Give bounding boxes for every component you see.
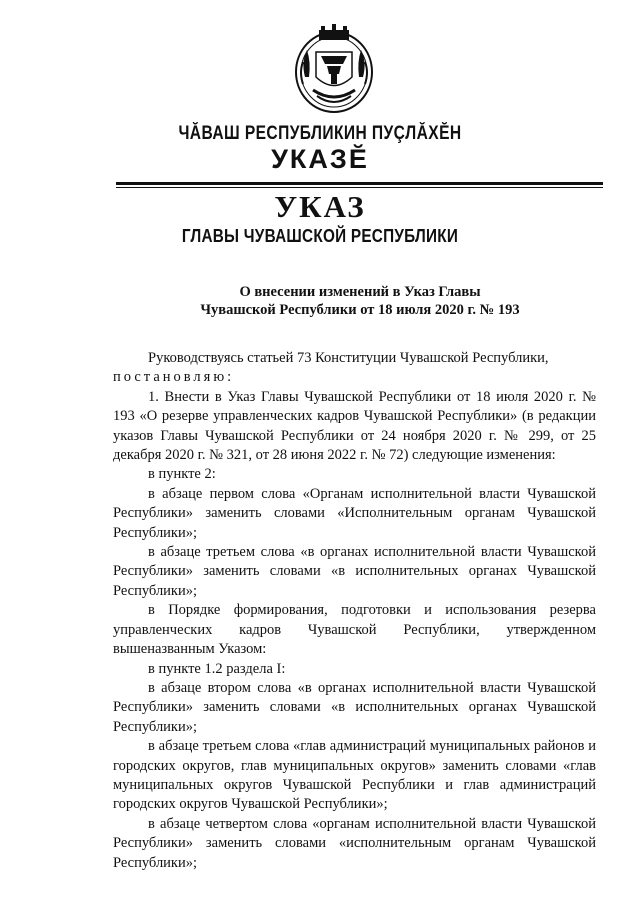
paragraph-preamble: Руководствуясь статьей 73 Конституции Чувашской Республики, (148, 350, 549, 366)
document-body (113, 349, 596, 873)
paragraph-6: в пункте 1.2 раздела I: (148, 660, 286, 677)
header-divider-thin (116, 187, 603, 188)
paragraph-5: в Порядке формирования, подготовки и использования резерва управленческих кадров Чувашской Республики, утвержденном вышеназванным Указом: (113, 602, 596, 658)
coat-of-arms-icon (291, 22, 377, 114)
paragraph-1: 1. Внести в Указ Главы Чувашской Республики от 18 июля 2020 г. № 193 «О резерве управленческих кадров Чувашской Республики» (в редакции указов Главы Чувашской Республики от 24 ноября 2020 г. № 299, от 25 декабря 2020 г. № 321, от 28 июня 2022 г. № 72) следующие изменения: (113, 388, 596, 464)
paragraph-2: в пункте 2: (148, 466, 216, 483)
document-title-line-2: Чувашской Республики от 18 июля 2020 г. № 193 (200, 302, 520, 318)
paragraph-7: в абзаце втором слова «в органах исполнительной власти Чувашской Республики» заменить словами «в исполнительных органах Чувашской Республики»; (113, 679, 596, 735)
chuvash-decree-heading: УКАЗĔ (271, 144, 369, 174)
paragraph-9: в абзаце четвертом слова «органам исполнительной власти Чувашской Республики» заменить словами «исполнительным органам Чувашской Республики»; (113, 815, 596, 871)
document-title (120, 283, 600, 319)
russian-decree-heading: УКАЗ (274, 189, 366, 224)
chuvash-republic-heading: ЧĂВАШ РЕСПУБЛИКИН ПУÇЛĂХĔН (178, 123, 462, 144)
paragraph-3: в абзаце первом слова «Органам исполнительной власти Чувашской Республики» заменить словами «Исполнительным органам Чувашской Республики»; (113, 485, 596, 541)
russian-head-heading: ГЛАВЫ ЧУВАШСКОЙ РЕСПУБЛИКИ (181, 226, 459, 246)
document-title-line-1: О внесении изменений в Указ Главы (239, 284, 481, 300)
paragraph-resolution-word (113, 368, 596, 387)
header-divider-thick (116, 182, 603, 185)
paragraph-8: в абзаце третьем слова «глав администраций муниципальных районов и городских округов, глав муниципальных округов» заменить словами «глав муниципальных округов Чувашской Республики и глав администраций городских округов Чувашской Республики»; (113, 738, 596, 813)
resolution-word: постановляю: (113, 369, 235, 386)
paragraph-4: в абзаце третьем слова «в органах исполнительной власти Чувашской Республики» заменить словами «в исполнительных органах Чувашской Республики»; (113, 544, 596, 599)
